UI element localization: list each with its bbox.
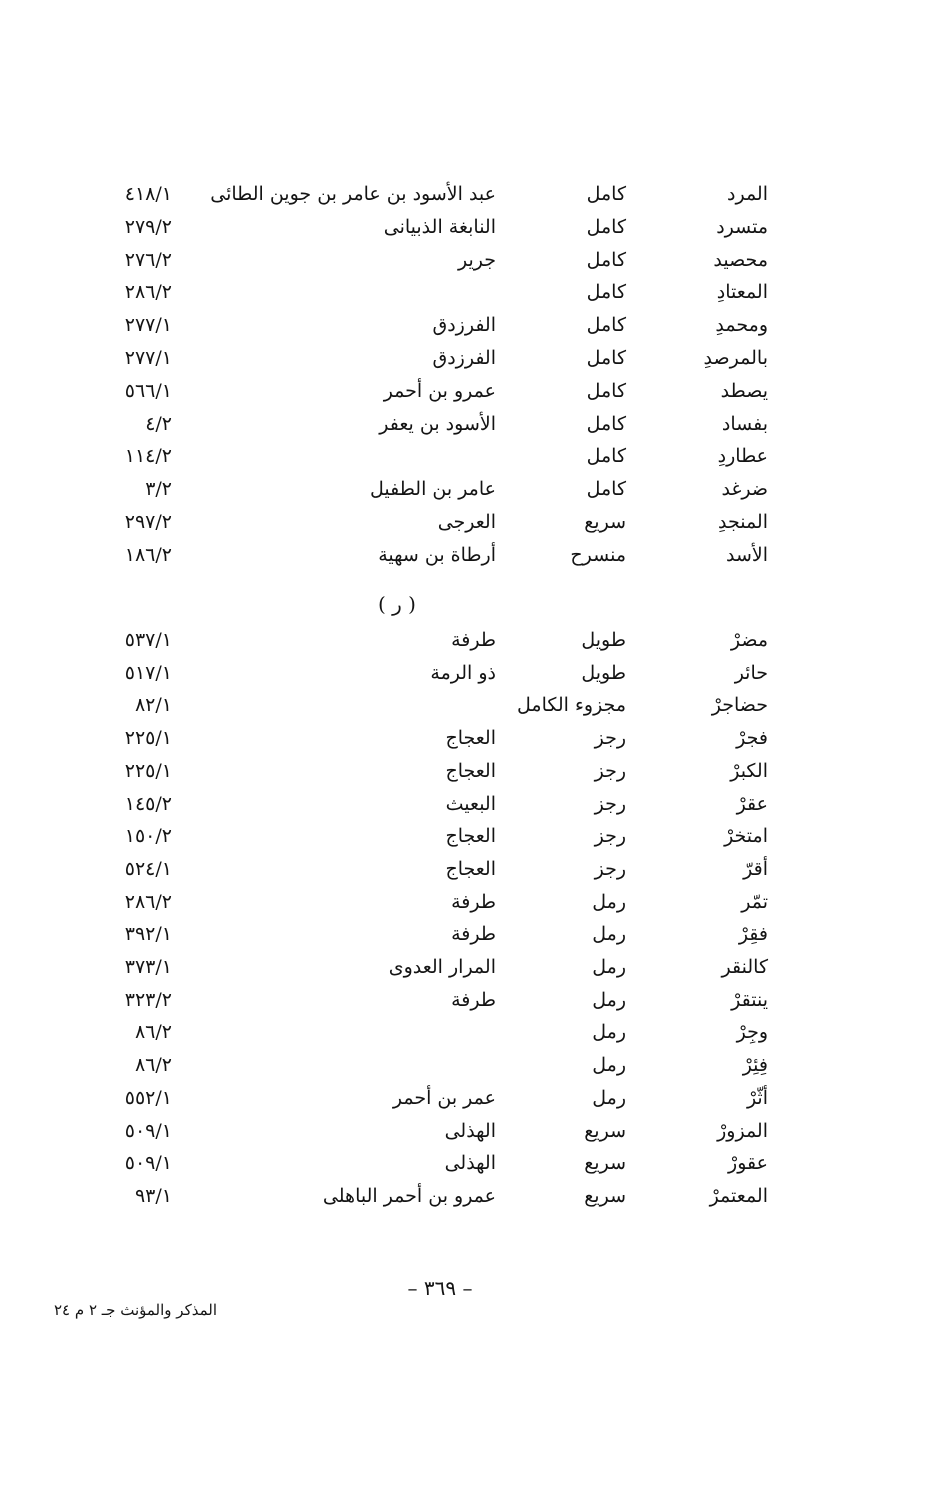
page-reference: ١٤٥/٢ [124,793,172,815]
rhyme-word: بفساد [721,413,768,435]
page-reference: ٨٢/١ [134,694,172,716]
rhyme-word: امتخرْ [724,825,768,847]
rhyme-word: ضرغد [721,478,768,500]
rhyme-word: الكبرْ [730,760,768,782]
index-row [0,244,944,276]
index-row [0,1180,944,1212]
meter-name: كامل [586,249,626,271]
poet-name: العجاج [445,825,496,847]
page-reference: ٥٢٤/١ [124,858,172,880]
meter-name: منسرح [570,544,626,566]
rhyme-word: حضاجرْ [711,694,768,716]
index-row [0,820,944,852]
poet-name: عبد الأسود بن عامر بن جوين الطائى [210,183,496,205]
page-reference: ٢٨٦/٢ [124,891,172,913]
poet-name: الفرزدق [432,314,496,336]
rhyme-word: فِئِرْ [742,1054,768,1076]
rhyme-word: متسرد [716,216,768,238]
rhyme-word: محصيد [713,249,768,271]
page-reference: ٢٨٦/٢ [124,281,172,303]
rhyme-word: فقِرْ [738,923,768,945]
meter-name: مجزوء الكامل [517,694,626,716]
index-row [0,506,944,538]
page-reference: ٢٧٧/١ [124,314,172,336]
meter-name: سريع [584,511,626,533]
meter-name: كامل [586,216,626,238]
meter-name: كامل [586,314,626,336]
rhyme-word: تمّر [741,891,768,913]
index-row [0,473,944,505]
poet-name: عمر بن أحمر [392,1087,496,1109]
poet-name: العرجى [437,511,496,533]
page-reference: ٣٧٣/١ [124,956,172,978]
page-reference: ١٥٠/٢ [124,825,172,847]
poet-name: طرفة [451,923,496,945]
meter-name: سريع [584,1185,626,1207]
rhyme-word: ينتقرْ [731,989,768,1011]
index-row [0,276,944,308]
poet-name: العجاج [445,760,496,782]
meter-name: رجز [594,825,626,847]
meter-name: كامل [586,445,626,467]
page-reference: ٤/٢ [145,413,172,435]
rhyme-word: المعتادِ [716,281,768,303]
index-row [0,342,944,374]
index-row [0,722,944,754]
meter-name: كامل [586,281,626,303]
poet-name: الأسود بن يعفر [379,413,496,435]
page-reference: ٥٣٧/١ [124,629,172,651]
index-row [0,539,944,571]
rhyme-word: حائر [734,662,768,684]
meter-name: رمل [592,891,626,913]
page-reference: ٥٠٩/١ [124,1152,172,1174]
index-row [0,689,944,721]
index-row [0,918,944,950]
page-reference: ٥٥٢/١ [124,1087,172,1109]
index-row [0,1147,944,1179]
rhyme-word: وجِرْ [736,1021,768,1043]
index-row [0,624,944,656]
page-reference: ٣٩٢/١ [124,923,172,945]
meter-name: كامل [586,380,626,402]
index-row [0,755,944,787]
rhyme-word: المعتمرْ [709,1185,768,1207]
rhyme-word: مضرْ [730,629,768,651]
page-reference: ٤١٨/١ [124,183,172,205]
meter-name: طويل [581,662,626,684]
rhyme-word: ومحمدِ [715,314,768,336]
meter-name: رمل [592,1054,626,1076]
rhyme-word: الأسد [725,544,768,566]
meter-name: سريع [584,1120,626,1142]
meter-name: طويل [581,629,626,651]
poet-name: العجاج [445,727,496,749]
rhyme-word: عطاردِ [717,445,768,467]
index-row [0,211,944,243]
rhyme-word: فجرْ [736,727,768,749]
rhyme-word: كالنقر [721,956,768,978]
index-row [0,309,944,341]
page-number: – ٣٦٩ – [407,1276,473,1300]
poet-name: الفرزدق [432,347,496,369]
index-row [0,886,944,918]
page-reference: ٣/٢ [145,478,172,500]
meter-name: رجز [594,727,626,749]
rhyme-word: المزورْ [717,1120,768,1142]
page-reference: ٨٦/٢ [134,1021,172,1043]
page-reference: ٣٢٣/٢ [124,989,172,1011]
rhyme-word: المرد [727,183,768,205]
meter-name: كامل [586,413,626,435]
meter-name: كامل [586,347,626,369]
index-row [0,951,944,983]
poet-name: العجاج [445,858,496,880]
poet-name: عمرو بن أحمر [383,380,496,402]
index-row [0,375,944,407]
page-reference: ٢٧٦/٢ [124,249,172,271]
meter-name: رمل [592,1021,626,1043]
poet-name: عمرو بن أحمر الباهلى [322,1185,496,1207]
meter-name: كامل [586,183,626,205]
page-reference: ٨٦/٢ [134,1054,172,1076]
rhyme-word: المنجدِ [717,511,768,533]
poet-name: الهذلى [444,1120,496,1142]
poet-name: طرفة [451,629,496,651]
index-row [0,1016,944,1048]
page-reference: ١٨٦/٢ [124,544,172,566]
index-row [0,1049,944,1081]
poet-name: المرار العدوى [388,956,496,978]
index-row [0,853,944,885]
meter-name: رمل [592,956,626,978]
page-reference: ٢٩٧/٢ [124,511,172,533]
page-reference: ٥١٧/١ [124,662,172,684]
meter-name: رمل [592,1087,626,1109]
meter-name: رمل [592,989,626,1011]
page-reference: ٥٦٦/١ [124,380,172,402]
meter-name: رجز [594,793,626,815]
poet-name: طرفة [451,891,496,913]
meter-name: رجز [594,858,626,880]
index-row [0,178,944,210]
poet-name: طرفة [451,989,496,1011]
poet-name: أرطاة بن سهية [378,544,496,566]
index-row [0,1082,944,1114]
page-reference: ٢٧٩/٢ [124,216,172,238]
index-row [0,657,944,689]
rhyme-word: عقرْ [736,793,768,815]
meter-name: كامل [586,478,626,500]
page-reference: ٢٢٥/١ [124,760,172,782]
poet-name: الهذلى [444,1152,496,1174]
footer-note: المذكر والمؤنث جـ ٢ م ٢٤ [54,1301,217,1319]
meter-name: رجز [594,760,626,782]
rhyme-word: عقورْ [728,1152,768,1174]
rhyme-word: بالمرصدِ [703,347,768,369]
page-reference: ٥٠٩/١ [124,1120,172,1142]
rhyme-word: يصطد [720,380,768,402]
meter-name: رمل [592,923,626,945]
index-row [0,1115,944,1147]
meter-name: سريع [584,1152,626,1174]
page-reference: ٩٣/١ [134,1185,172,1207]
index-row [0,440,944,472]
poet-name: عامر بن الطفيل [369,478,496,500]
page-reference: ١١٤/٢ [124,445,172,467]
index-row [0,408,944,440]
section-letter: ( ر ) [378,592,416,616]
index-row [0,788,944,820]
page-reference: ٢٧٧/١ [124,347,172,369]
poet-name: ذو الرمة [430,662,496,684]
poet-name: البعيث [445,793,496,815]
rhyme-word: أثّرْ [746,1087,768,1109]
poet-name: جرير [458,249,496,271]
page-reference: ٢٢٥/١ [124,727,172,749]
poet-name: النابغة الذبيانى [383,216,496,238]
index-row [0,984,944,1016]
rhyme-word: أقرّ [743,858,768,880]
